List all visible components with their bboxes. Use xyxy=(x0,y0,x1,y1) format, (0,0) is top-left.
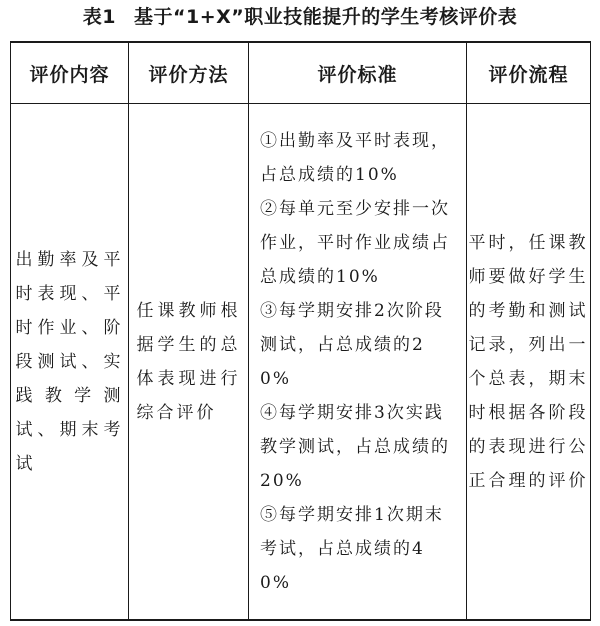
header-process: 评价流程 xyxy=(467,42,591,104)
header-content: 评价内容 xyxy=(11,42,129,104)
header-method: 评价方法 xyxy=(129,42,249,104)
criteria-item: ④每学期安排3次实践教学测试，占总成绩的20% xyxy=(260,402,450,491)
table-row xyxy=(11,104,591,621)
criteria-list xyxy=(260,124,455,600)
table-title: 基于“1+X”职业技能提升的学生考核评价表 xyxy=(133,6,518,28)
method-cell xyxy=(129,104,249,621)
criteria-item: ①出勤率及平时表现，占总成绩的10% xyxy=(260,130,450,185)
header-criteria: 评价标准 xyxy=(249,42,467,104)
method-text: 任课教师根据学生的总体表现进行综合评价 xyxy=(136,300,241,423)
criteria-cell xyxy=(249,104,467,621)
evaluation-table xyxy=(10,41,591,621)
criteria-item: ③每学期安排2次阶段测试，占总成绩的20% xyxy=(260,300,444,389)
process-cell xyxy=(467,104,591,621)
criteria-item: ⑤每学期安排1次期末考试，占总成绩的40% xyxy=(260,504,444,593)
criteria-item: ②每单元至少安排一次作业，平时作业成绩占总成绩的10% xyxy=(260,198,450,287)
content-text: 出勤率及平时表现、平时作业、阶段测试、实践教学测试、期末考试 xyxy=(15,249,124,474)
table-number: 表1 xyxy=(82,6,116,28)
header-row xyxy=(11,42,591,104)
process-text: 平时，任课教师要做好学生的考勤和测试记录，列出一个总表，期末时根据各阶段的表现进行公正合理的评价 xyxy=(468,232,589,491)
content-cell xyxy=(11,104,129,621)
table-caption xyxy=(0,2,600,32)
